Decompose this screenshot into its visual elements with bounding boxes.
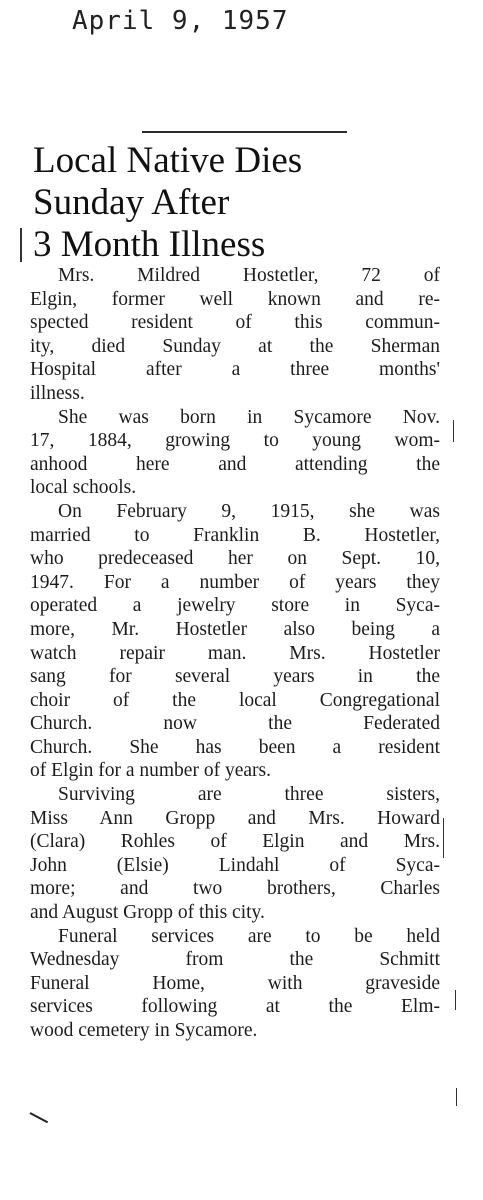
column-margin-mark — [453, 420, 454, 442]
article-line: spected resident of this commun- — [30, 312, 440, 334]
article-line: Miss Ann Gropp and Mrs. Howard — [30, 807, 440, 829]
article-line: She was born in Sycamore Nov. — [58, 406, 440, 428]
column-margin-mark — [456, 1088, 457, 1106]
article-line: illness. — [30, 382, 85, 404]
article-line: 17, 1884, growing to young wom- — [30, 430, 440, 452]
article-line: Elgin, former well known and re- — [30, 288, 440, 310]
headline-rule — [142, 131, 347, 133]
headline-line: Local Native Dies — [33, 140, 303, 181]
article-line: Hospital after a three months' — [30, 359, 440, 381]
column-margin-mark — [455, 990, 456, 1010]
article-line: Wednesday from the Schmitt — [30, 949, 440, 971]
article-line: watch repair man. Mrs. Hostetler — [30, 642, 440, 664]
article-line: Funeral services are to be held — [58, 925, 440, 947]
column-margin-mark — [443, 818, 444, 858]
article-line: John (Elsie) Lindahl of Syca- — [30, 854, 440, 876]
article-line: married to Franklin B. Hostetler, — [30, 524, 440, 546]
headline-line: 3 Month Illness — [33, 224, 266, 265]
column-margin-mark — [20, 228, 22, 262]
article-line: and August Gropp of this city. — [30, 902, 265, 924]
article-line: Mrs. Mildred Hostetler, 72 of — [58, 265, 440, 286]
article-body — [30, 264, 440, 1043]
article-line: sang for several years in the — [30, 666, 440, 688]
article-line: 1947. For a number of years they — [30, 571, 440, 593]
article-line: more; and two brothers, Charles — [30, 878, 440, 900]
article-line: more, Mr. Hostetler also being a — [30, 618, 440, 640]
article-line: ity, died Sunday at the Sherman — [30, 335, 440, 357]
article-line: (Clara) Rohles of Elgin and Mrs. — [30, 831, 440, 853]
article-line: operated a jewelry store in Syca- — [30, 595, 440, 617]
article-line: Church. now the Federated — [30, 713, 440, 735]
clipping-date: April 9, 1957 — [72, 6, 289, 36]
headline-line: Sunday After — [33, 182, 230, 223]
article-line: services following at the Elm- — [30, 996, 440, 1018]
headline — [33, 140, 302, 266]
article-line: of Elgin for a number of years. — [30, 760, 271, 782]
article-line: local schools. — [30, 477, 137, 499]
article-line: who predeceased her on Sept. 10, — [30, 548, 440, 570]
article-line: Surviving are three sisters, — [58, 784, 440, 806]
clipping-edge-mark — [30, 1112, 49, 1123]
article-line: wood cemetery in Sycamore. — [30, 1020, 258, 1041]
article-line: anhood here and attending the — [30, 453, 440, 475]
article-line: Church. She has been a resident — [30, 736, 440, 758]
article-line: Funeral Home, with graveside — [30, 972, 440, 994]
article-line: choir of the local Congregational — [30, 689, 440, 711]
article-line: On February 9, 1915, she was — [58, 500, 440, 522]
